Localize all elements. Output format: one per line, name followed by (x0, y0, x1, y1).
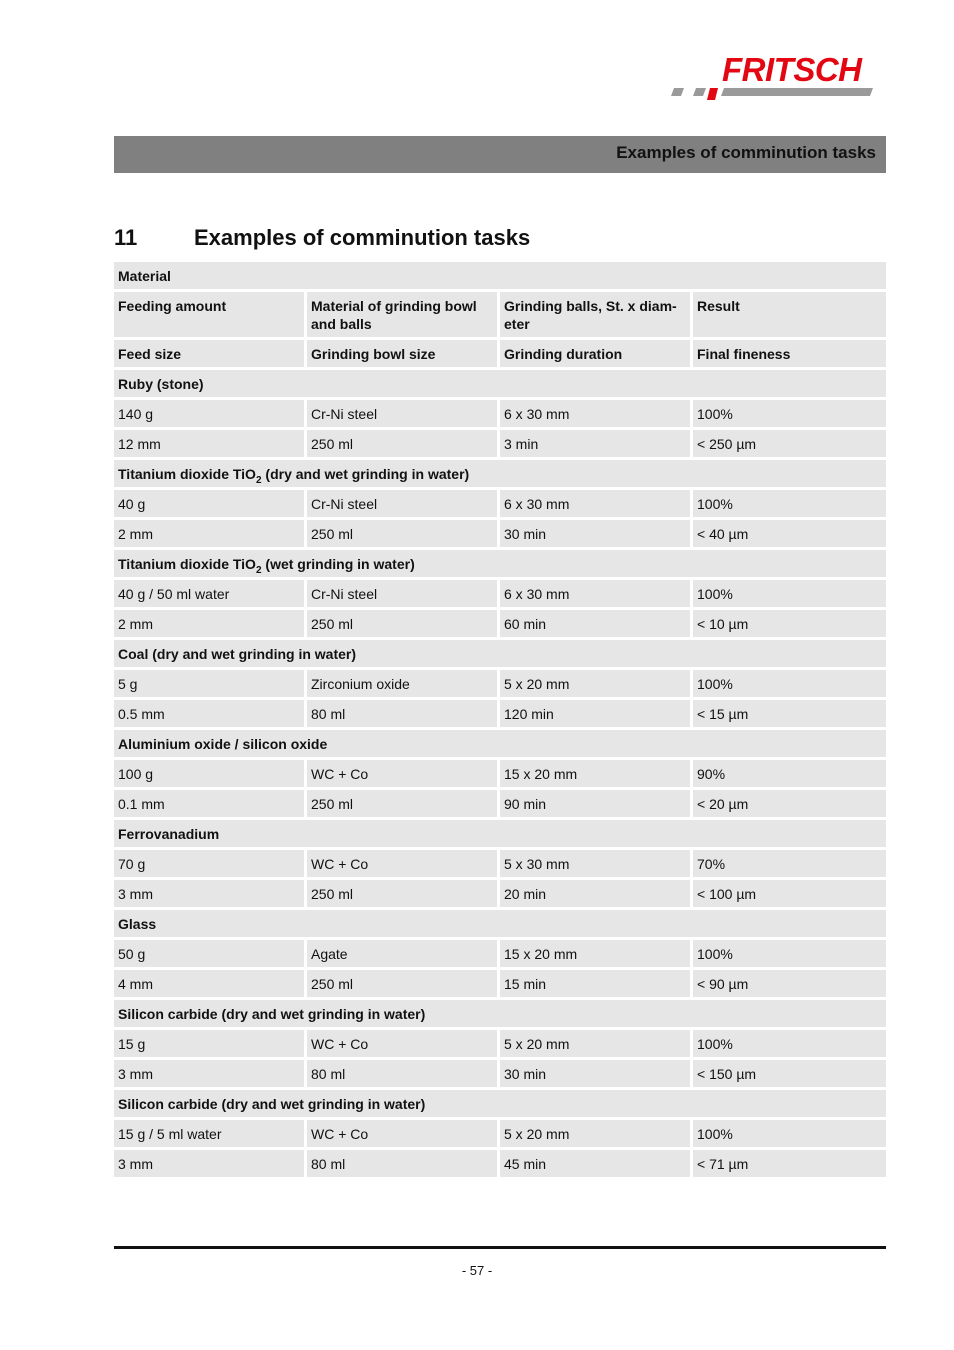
legend-grinding-duration: Grinding duration (500, 340, 690, 367)
material-name (114, 640, 886, 667)
bowl-material-cell: Agate (307, 940, 497, 967)
material-name-text: Ferrovanadium (118, 826, 220, 842)
legend-row-1 (114, 292, 886, 337)
table-row (114, 940, 886, 967)
feeding-amount-cell: 140 g (114, 400, 304, 427)
feed-size-cell: 3 mm (114, 1150, 304, 1177)
material-row (114, 550, 886, 577)
material-row (114, 460, 886, 487)
legend-final-fineness: Final fineness (693, 340, 886, 367)
final-fineness-cell: < 150 µm (693, 1060, 886, 1087)
material-subscript: 2 (255, 564, 262, 576)
material-name-text: Glass (118, 916, 157, 932)
material-name-suffix: (dry and wet grinding in water) (261, 466, 470, 482)
result-cell: 100% (693, 1120, 886, 1147)
bowl-material-cell: WC + Co (307, 760, 497, 787)
bowl-size-cell: 250 ml (307, 520, 497, 547)
table-row (114, 1120, 886, 1147)
grinding-duration-cell: 20 min (500, 880, 690, 907)
material-name (114, 1000, 886, 1027)
bowl-size-cell: 250 ml (307, 790, 497, 817)
result-cell: 100% (693, 1030, 886, 1057)
chapter-title: Examples of comminution tasks (194, 225, 531, 250)
material-groups (114, 370, 886, 1177)
material-row (114, 370, 886, 397)
feeding-amount-cell: 5 g (114, 670, 304, 697)
bowl-size-cell: 250 ml (307, 430, 497, 457)
table-row (114, 880, 886, 907)
legend-material: Material (114, 262, 886, 289)
table-row (114, 970, 886, 997)
grinding-duration-cell: 45 min (500, 1150, 690, 1177)
bowl-material-cell: WC + Co (307, 1030, 497, 1057)
result-cell: 100% (693, 670, 886, 697)
material-row (114, 910, 886, 937)
legend-bowl-size: Grinding bowl size (307, 340, 497, 367)
fritsch-logo (668, 52, 890, 112)
grinding-duration-cell: 15 min (500, 970, 690, 997)
bowl-material-cell: WC + Co (307, 1120, 497, 1147)
grinding-balls-cell: 6 x 30 mm (500, 580, 690, 607)
grinding-balls-cell: 15 x 20 mm (500, 760, 690, 787)
grinding-balls-cell: 6 x 30 mm (500, 400, 690, 427)
table-row (114, 670, 886, 697)
result-cell: 100% (693, 940, 886, 967)
grinding-balls-cell: 5 x 30 mm (500, 850, 690, 877)
feeding-amount-cell: 15 g / 5 ml water (114, 1120, 304, 1147)
material-name (114, 550, 886, 577)
feed-size-cell: 3 mm (114, 880, 304, 907)
comminution-table (114, 262, 886, 1180)
result-cell: 90% (693, 760, 886, 787)
feeding-amount-cell: 50 g (114, 940, 304, 967)
grinding-duration-cell: 120 min (500, 700, 690, 727)
result-cell: 70% (693, 850, 886, 877)
table-row (114, 760, 886, 787)
chapter-number: 11 (114, 225, 138, 250)
grinding-balls-cell: 5 x 20 mm (500, 1120, 690, 1147)
feeding-amount-cell: 15 g (114, 1030, 304, 1057)
material-row (114, 640, 886, 667)
section-header-band (114, 136, 886, 173)
material-name-text: Titanium dioxide TiO (118, 466, 256, 482)
material-name (114, 1090, 886, 1117)
feed-size-cell: 2 mm (114, 610, 304, 637)
grinding-duration-cell: 3 min (500, 430, 690, 457)
material-row (114, 1090, 886, 1117)
final-fineness-cell: < 90 µm (693, 970, 886, 997)
grinding-balls-cell: 6 x 30 mm (500, 490, 690, 517)
table-row (114, 520, 886, 547)
page-number: - 57 - (461, 1263, 493, 1278)
table-row (114, 790, 886, 817)
legend-feeding-amount: Feeding amount (114, 292, 304, 337)
final-fineness-cell: < 15 µm (693, 700, 886, 727)
feed-size-cell: 3 mm (114, 1060, 304, 1087)
grinding-balls-cell: 5 x 20 mm (500, 1030, 690, 1057)
logo-wordmark: FRITSCH (722, 51, 862, 88)
final-fineness-cell: < 20 µm (693, 790, 886, 817)
feeding-amount-cell: 100 g (114, 760, 304, 787)
legend-result: Result (693, 292, 886, 337)
material-name-text: Silicon carbide (dry and wet grinding in water) (118, 1006, 426, 1022)
result-cell: 100% (693, 400, 886, 427)
table-row (114, 580, 886, 607)
result-cell: 100% (693, 490, 886, 517)
material-name (114, 820, 886, 847)
table-row (114, 400, 886, 427)
legend-bowl-material: Material of grinding bowl and balls (307, 292, 497, 337)
material-name (114, 460, 886, 487)
grinding-duration-cell: 30 min (500, 520, 690, 547)
feed-size-cell: 0.5 mm (114, 700, 304, 727)
material-name-text: Silicon carbide (dry and wet grinding in water) (118, 1096, 426, 1112)
feed-size-cell: 4 mm (114, 970, 304, 997)
material-name-text: Aluminium oxide / silicon oxide (118, 736, 328, 752)
legend-row-2 (114, 340, 886, 367)
result-cell: 100% (693, 580, 886, 607)
final-fineness-cell: < 40 µm (693, 520, 886, 547)
material-name-suffix: (wet grinding in water) (261, 556, 415, 572)
grinding-balls-cell: 5 x 20 mm (500, 670, 690, 697)
material-name-text: Ruby (stone) (118, 376, 204, 392)
grinding-balls-cell: 15 x 20 mm (500, 940, 690, 967)
table-row (114, 1150, 886, 1177)
material-name (114, 370, 886, 397)
grinding-duration-cell: 90 min (500, 790, 690, 817)
bowl-size-cell: 80 ml (307, 1060, 497, 1087)
final-fineness-cell: < 250 µm (693, 430, 886, 457)
table-row (114, 850, 886, 877)
legend-feed-size: Feed size (114, 340, 304, 367)
section-header-title: Examples of comminution tasks (616, 143, 876, 162)
feed-size-cell: 12 mm (114, 430, 304, 457)
grinding-duration-cell: 30 min (500, 1060, 690, 1087)
feeding-amount-cell: 40 g / 50 ml water (114, 580, 304, 607)
table-row (114, 1030, 886, 1057)
feed-size-cell: 0.1 mm (114, 790, 304, 817)
footer-rule (114, 1246, 886, 1249)
bowl-size-cell: 250 ml (307, 970, 497, 997)
grinding-duration-cell: 60 min (500, 610, 690, 637)
table-row (114, 490, 886, 517)
material-name-text: Titanium dioxide TiO (118, 556, 256, 572)
legend-grinding-balls: Grinding balls, St. x diam- eter (500, 292, 690, 337)
table-row (114, 610, 886, 637)
legend-material-row (114, 262, 886, 289)
material-name (114, 910, 886, 937)
table-row (114, 430, 886, 457)
table-row (114, 700, 886, 727)
final-fineness-cell: < 10 µm (693, 610, 886, 637)
bowl-material-cell: Cr-Ni steel (307, 490, 497, 517)
final-fineness-cell: < 71 µm (693, 1150, 886, 1177)
logo-stripe-graphic (668, 88, 890, 102)
feeding-amount-cell: 70 g (114, 850, 304, 877)
feeding-amount-cell: 40 g (114, 490, 304, 517)
material-row (114, 730, 886, 757)
material-subscript: 2 (255, 474, 262, 486)
feed-size-cell: 2 mm (114, 520, 304, 547)
table-row (114, 1060, 886, 1087)
bowl-material-cell: Zirconium oxide (307, 670, 497, 697)
bowl-size-cell: 250 ml (307, 880, 497, 907)
bowl-size-cell: 80 ml (307, 700, 497, 727)
bowl-material-cell: Cr-Ni steel (307, 400, 497, 427)
bowl-size-cell: 250 ml (307, 610, 497, 637)
final-fineness-cell: < 100 µm (693, 880, 886, 907)
bowl-material-cell: Cr-Ni steel (307, 580, 497, 607)
material-name (114, 730, 886, 757)
material-row (114, 820, 886, 847)
bowl-material-cell: WC + Co (307, 850, 497, 877)
bowl-size-cell: 80 ml (307, 1150, 497, 1177)
material-row (114, 1000, 886, 1027)
material-name-text: Coal (dry and wet grinding in water) (118, 646, 357, 662)
